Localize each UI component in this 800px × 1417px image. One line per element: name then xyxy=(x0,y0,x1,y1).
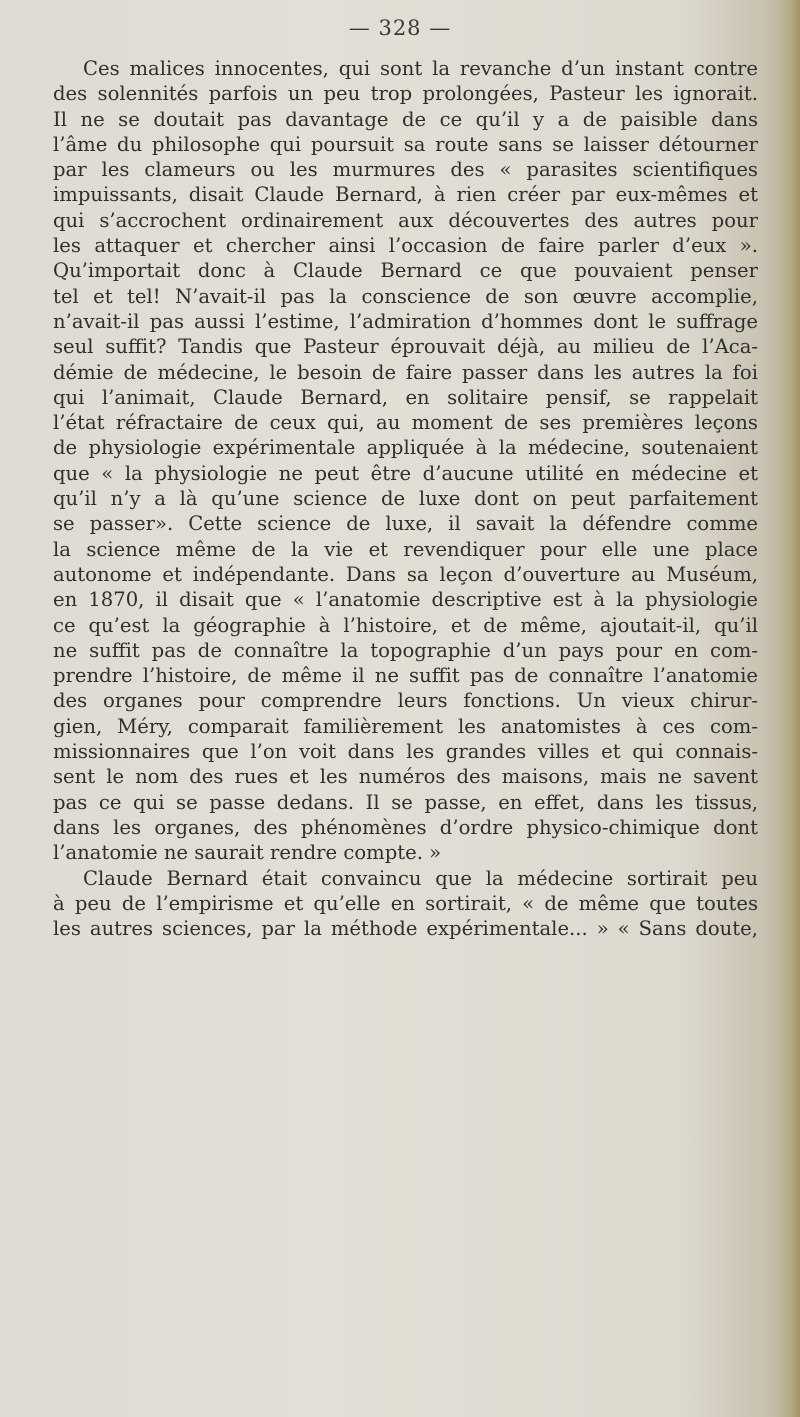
text-line: Il ne se doutait pas davantage de ce qu’il y a de paisible dans xyxy=(53,107,758,131)
text-line: qui l’animait, Claude Bernard, en solitaire pensif, se rappelait xyxy=(53,385,758,409)
text-line: ne suffit pas de connaître la topographie d’un pays pour en com- xyxy=(53,638,758,662)
text-line: la science même de la vie et revendiquer pour elle une place xyxy=(53,537,758,561)
text-line: par les clameurs ou les murmures des « parasites scientifiques xyxy=(53,158,758,182)
text-line: démie de médecine, le besoin de faire passer dans les autres la foi xyxy=(53,360,758,384)
text-line: de physiologie expérimentale appliquée à la médecine, soutenaient xyxy=(53,436,758,460)
text-line: Claude Bernard était convaincu que la médecine sortirait peu xyxy=(83,866,758,890)
text-line: Ces malices innocentes, qui sont la revanche d’un instant contre xyxy=(83,57,758,80)
text-line: les autres sciences, par la méthode expérimentale... » « Sans doute, xyxy=(53,917,758,941)
text-line: dans les organes, des phénomènes d’ordre physico-chimique dont xyxy=(53,815,758,839)
page-edge-shadow xyxy=(778,0,800,1417)
text-line: se passer». Cette science de luxe, il savait la défendre comme xyxy=(53,512,758,536)
text-line: qu’il n’y a là qu’une science de luxe dont on peut parfaitement xyxy=(53,487,758,511)
text-line: prendre l’histoire, de même il ne suffit pas de connaître l’anatomie xyxy=(53,664,758,688)
text-line: en 1870, il disait que « l’anatomie descriptive est à la physiologie xyxy=(53,588,758,612)
text-line: l’anatomie ne saurait rendre compte. » xyxy=(53,841,442,865)
text-line: l’âme du philosophe qui poursuit sa route sans se laisser détourner xyxy=(53,132,758,156)
text-line: qui s’accrochent ordinairement aux découvertes des autres pour xyxy=(53,208,758,232)
text-line: à peu de l’empirisme et qu’elle en sortirait, « de même que toutes xyxy=(53,891,758,915)
text-line: les attaquer et chercher ainsi l’occasion de faire parler d’eux ». xyxy=(53,234,758,258)
text-line: que « la physiologie ne peut être d’aucune utilité en médecine et xyxy=(53,461,758,485)
text-line: des organes pour comprendre leurs fonctions. Un vieux chirur- xyxy=(53,689,758,713)
page-number: — 328 — xyxy=(348,16,452,40)
text-line: n’avait-il pas aussi l’estime, l’admiration d’hommes dont le suffrage xyxy=(53,309,758,333)
text-line: missionnaires que l’on voit dans les grandes villes et qui connais- xyxy=(53,740,758,764)
text-line: l’état réfractaire de ceux qui, au moment de ses premières leçons xyxy=(53,411,758,435)
text-line: gien, Méry, comparait familièrement les anatomistes à ces com- xyxy=(53,714,758,738)
body-text xyxy=(53,56,758,941)
text-line: sent le nom des rues et les numéros des maisons, mais ne savent xyxy=(53,765,758,789)
text-line: Qu’importait donc à Claude Bernard ce que pouvaient penser xyxy=(53,259,758,283)
text-line: autonome et indépendante. Dans sa leçon d’ouverture au Muséum, xyxy=(53,562,758,586)
text-line: ce qu’est la géographie à l’histoire, et de même, ajoutait-il, qu’il xyxy=(53,613,758,637)
text-line: impuissants, disait Claude Bernard, à rien créer par eux-mêmes et xyxy=(53,183,758,207)
text-line: des solennités parfois un peu trop prolongées, Pasteur les ignorait. xyxy=(53,82,758,106)
text-line: seul suffit? Tandis que Pasteur éprouvait déjà, au milieu de l’Aca- xyxy=(53,335,758,359)
text-line: pas ce qui se passe dedans. Il se passe, en effet, dans les tissus, xyxy=(53,790,758,814)
text-line: tel et tel! N’avait-il pas la conscience de son œuvre accomplie, xyxy=(53,284,758,308)
